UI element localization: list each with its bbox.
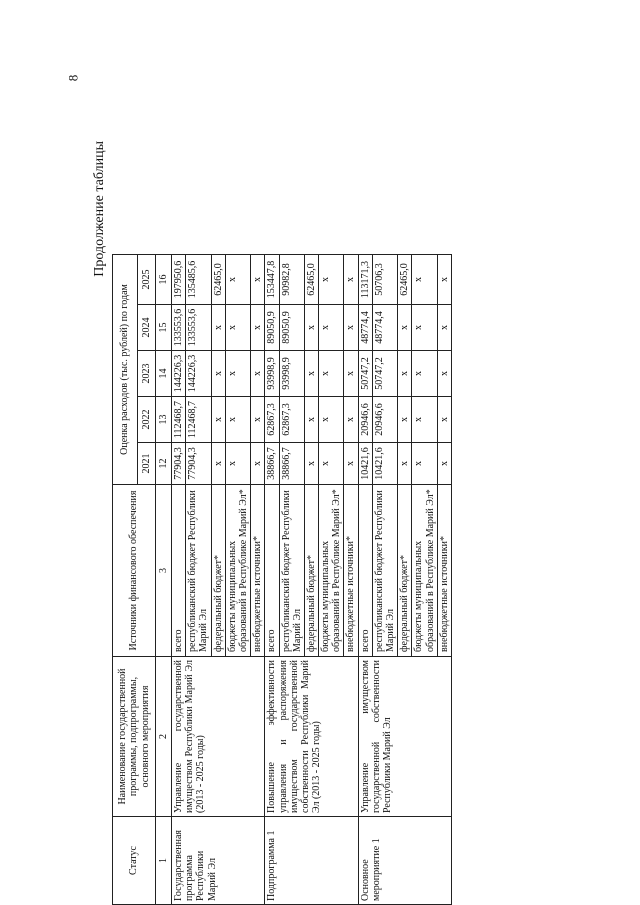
row-value-cell: х <box>304 443 318 485</box>
row-value-cell: х <box>437 351 451 397</box>
expenditure-table <box>112 254 452 905</box>
row-value-cell: 89050,9 <box>265 305 279 351</box>
row-value-cell: х <box>344 351 358 397</box>
row-value-cell: х <box>437 255 451 305</box>
header-source: Источники финансового обеспечения <box>113 485 156 657</box>
row-value-cell: х <box>344 305 358 351</box>
row-value-cell: 50747,2 <box>358 351 372 397</box>
table-row <box>358 255 372 905</box>
row-value-cell: 48774,4 <box>358 305 372 351</box>
row-value-cell: 135485,6 <box>186 255 211 305</box>
row-value-cell: х <box>211 397 225 443</box>
row-value-cell: 10421,6 <box>358 443 372 485</box>
row-value-cell: 153447,8 <box>265 255 279 305</box>
row-value-cell: 144226,3 <box>172 351 186 397</box>
row-value-cell: х <box>211 443 225 485</box>
row-value-cell: х <box>398 443 412 485</box>
row-value-cell: х <box>319 351 344 397</box>
header-year: 2025 <box>138 255 156 305</box>
row-funding-source: республиканский бюджет Республики Марий Эл <box>186 485 211 657</box>
row-status: Подпрограмма 1 <box>265 817 358 905</box>
row-value-cell: 50747,2 <box>372 351 397 397</box>
row-value-cell: х <box>319 443 344 485</box>
row-value-cell: х <box>251 443 265 485</box>
row-value-cell: х <box>437 443 451 485</box>
row-value-cell: х <box>412 351 437 397</box>
row-value-cell: 38866,7 <box>265 443 279 485</box>
row-value-cell: х <box>344 443 358 485</box>
row-value-cell: 10421,6 <box>372 443 397 485</box>
row-funding-source: внебюджетные источники* <box>437 485 451 657</box>
row-funding-source: всего <box>265 485 279 657</box>
row-value-cell: х <box>251 255 265 305</box>
header-year: 2021 <box>138 443 156 485</box>
row-value-cell: х <box>251 351 265 397</box>
column-number: 3 <box>156 485 172 657</box>
row-value-cell: х <box>225 305 250 351</box>
row-value-cell: х <box>398 305 412 351</box>
row-value-cell: 90982,8 <box>279 255 304 305</box>
row-funding-source: бюджеты муниципальных образований в Республике Марий Эл* <box>225 485 250 657</box>
row-value-cell: х <box>412 397 437 443</box>
row-value-cell: х <box>398 397 412 443</box>
row-value-cell: 112468,7 <box>186 397 211 443</box>
row-value-cell: х <box>225 351 250 397</box>
row-value-cell: х <box>211 305 225 351</box>
row-program-name: Управление государственной имуществом Республики Марий Эл (2013 - 2025 годы) <box>172 657 265 817</box>
header-status: Статус <box>113 817 156 905</box>
row-value-cell: 112468,7 <box>172 397 186 443</box>
column-number: 12 <box>156 443 172 485</box>
column-number: 1 <box>156 817 172 905</box>
header-year: 2022 <box>138 397 156 443</box>
row-value-cell: х <box>437 397 451 443</box>
row-funding-source: бюджеты муниципальных образований в Республике Марий Эл* <box>412 485 437 657</box>
row-value-cell: 89050,9 <box>279 305 304 351</box>
row-funding-source: федеральный бюджет* <box>211 485 225 657</box>
continuation-caption: Продолжение таблицы <box>92 141 107 277</box>
row-value-cell: х <box>398 351 412 397</box>
row-value-cell: х <box>211 351 225 397</box>
row-funding-source: всего <box>358 485 372 657</box>
row-value-cell: х <box>225 255 250 305</box>
rotated-page-content <box>90 135 560 905</box>
table-body <box>172 255 452 905</box>
row-value-cell: х <box>225 397 250 443</box>
row-value-cell: х <box>412 305 437 351</box>
row-funding-source: федеральный бюджет* <box>304 485 318 657</box>
row-funding-source: бюджеты муниципальных образований в Республике Марий Эл* <box>319 485 344 657</box>
row-value-cell: 38866,7 <box>279 443 304 485</box>
row-value-cell: х <box>437 305 451 351</box>
row-value-cell: 62465,0 <box>398 255 412 305</box>
table-row <box>265 255 279 905</box>
header-estimate: Оценка расходов (тыс. рублей) по годам <box>113 255 138 485</box>
row-status: Государственная программа Республики Марий Эл <box>172 817 265 905</box>
row-value-cell: 133553,6 <box>172 305 186 351</box>
column-number: 2 <box>156 657 172 817</box>
row-value-cell: 133553,6 <box>186 305 211 351</box>
row-funding-source: федеральный бюджет* <box>398 485 412 657</box>
row-value-cell: 93998,9 <box>265 351 279 397</box>
row-funding-source: республиканский бюджет Республики Марий Эл <box>372 485 397 657</box>
column-number: 13 <box>156 397 172 443</box>
row-value-cell: х <box>251 305 265 351</box>
row-value-cell: х <box>412 443 437 485</box>
row-funding-source: всего <box>172 485 186 657</box>
row-value-cell: 50706,3 <box>372 255 397 305</box>
row-funding-source: внебюджетные источники* <box>344 485 358 657</box>
row-value-cell: 77904,3 <box>186 443 211 485</box>
header-year: 2023 <box>138 351 156 397</box>
row-value-cell: 20946,6 <box>358 397 372 443</box>
header-year: 2024 <box>138 305 156 351</box>
row-value-cell: 197950,6 <box>172 255 186 305</box>
row-value-cell: 62867,3 <box>279 397 304 443</box>
row-value-cell: 62867,3 <box>265 397 279 443</box>
column-number: 16 <box>156 255 172 305</box>
row-value-cell: х <box>319 397 344 443</box>
row-funding-source: республиканский бюджет Республики Марий Эл <box>279 485 304 657</box>
row-value-cell: 48774,4 <box>372 305 397 351</box>
row-value-cell: х <box>344 255 358 305</box>
row-value-cell: х <box>319 305 344 351</box>
row-value-cell: 62465,0 <box>211 255 225 305</box>
row-value-cell: х <box>412 255 437 305</box>
row-value-cell: 144226,3 <box>186 351 211 397</box>
page-number: 8 <box>65 74 81 82</box>
row-value-cell: х <box>344 397 358 443</box>
row-funding-source: внебюджетные источники* <box>251 485 265 657</box>
row-value-cell: 93998,9 <box>279 351 304 397</box>
row-value-cell: х <box>304 397 318 443</box>
row-status: Основное мероприятие 1 <box>358 817 451 905</box>
row-value-cell: 77904,3 <box>172 443 186 485</box>
row-value-cell: 62465,0 <box>304 255 318 305</box>
row-value-cell: х <box>251 397 265 443</box>
row-program-name: Управление имуществом государственной собственности Республики Марий Эл <box>358 657 451 817</box>
column-number: 14 <box>156 351 172 397</box>
row-value-cell: 20946,6 <box>372 397 397 443</box>
row-program-name: Повышение эффективности управления и распоряжения имуществом государственной собственности Республики Марий Эл (2013 - 2025 годы) <box>265 657 358 817</box>
row-value-cell: х <box>319 255 344 305</box>
row-value-cell: 113171,3 <box>358 255 372 305</box>
row-value-cell: х <box>225 443 250 485</box>
header-name: Наименование государственной программы, подпрограммы, основного мероприятия <box>113 657 156 817</box>
table-row <box>172 255 186 905</box>
row-value-cell: х <box>304 351 318 397</box>
column-number: 15 <box>156 305 172 351</box>
row-value-cell: х <box>304 305 318 351</box>
